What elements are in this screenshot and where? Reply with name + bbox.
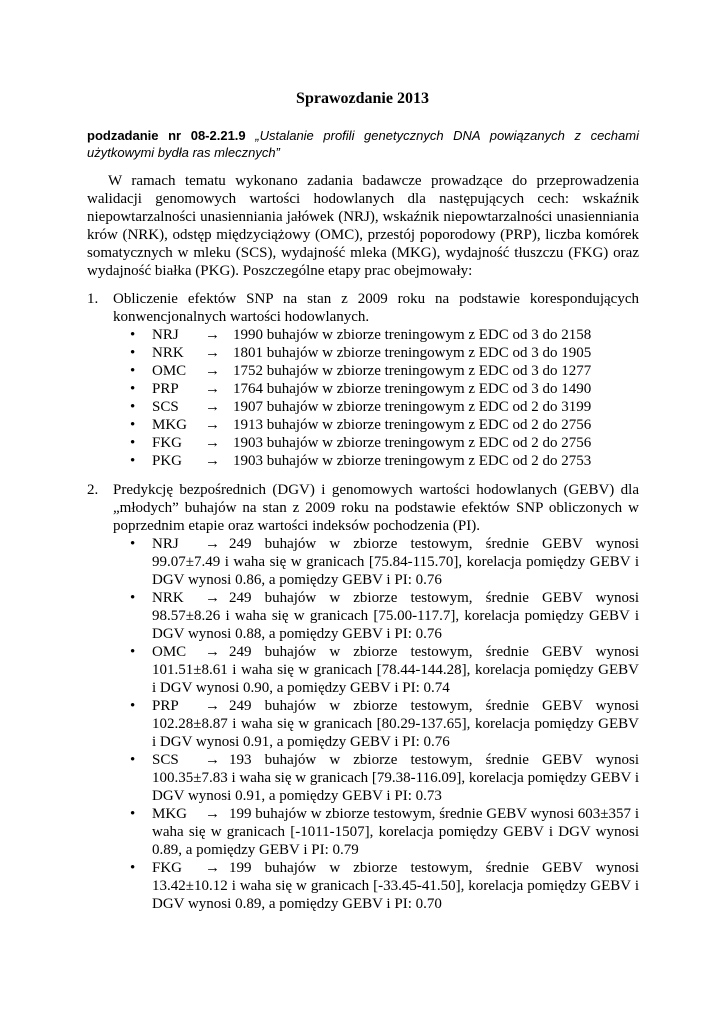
trait-code: NRK — [152, 345, 184, 361]
section-number: 2. — [87, 482, 99, 498]
trait-code: NRK — [152, 590, 184, 606]
trait-code: MKG — [152, 417, 188, 433]
bullet-icon: • — [130, 345, 136, 361]
arrow-right-icon: → — [205, 752, 220, 768]
section-1 — [87, 290, 639, 470]
trait-code: OMC — [152, 363, 187, 379]
item-text: 1801 buhajów w zbiorze treningowym z EDC od 3 do 1905 — [233, 345, 592, 361]
bullet-icon: • — [130, 806, 136, 822]
item-text: 1903 buhajów w zbiorze treningowym z EDC od 2 do 2753 — [233, 453, 592, 469]
item-text: 1752 buhajów w zbiorze treningowym z EDC od 3 do 1277 — [233, 363, 592, 379]
list-item — [87, 859, 639, 913]
item-text: 249 buhajów w zbiorze testowym, średnie GEBV wynosi 102.28±8.87 i waha się w granicach [80.29-137.65], korelacja pomiędzy GEBV i DGV wynosi 0.91, a pomiędzy GEBV i PI: 0.76 — [152, 698, 639, 750]
trait-code: NRJ — [152, 327, 179, 343]
list-item — [87, 398, 639, 416]
arrow-right-icon: → — [205, 860, 220, 876]
section-text: Predykcję bezpośrednich (DGV) i genomowych wartości hodowlanych (GEBV) dla „młodych” buhajów na stan z 2009 roku na podstawie efektów SNP obliczonych w poprzednim etapie oraz wartości indeksów pochodzenia (PI). — [113, 482, 639, 534]
bullet-icon: • — [130, 860, 136, 876]
trait-code: SCS — [152, 752, 179, 768]
trait-code: FKG — [152, 860, 183, 876]
arrow-right-icon: → — [205, 399, 220, 415]
bullet-icon: • — [130, 399, 136, 415]
arrow-right-icon: → — [205, 363, 220, 379]
bullet-icon: • — [130, 644, 136, 660]
item-text: 249 buhajów w zbiorze testowym, średnie GEBV wynosi 99.07±7.49 i waha się w granicach [75.84-115.70], korelacja pomiędzy GEBV i DGV wynosi 0.86, a pomiędzy GEBV i PI: 0.76 — [152, 536, 639, 588]
bullet-icon: • — [130, 590, 136, 606]
item-text: 199 buhajów w zbiorze testowym, średnie GEBV wynosi 603±357 i waha się w granicach [-1011-1507], korelacja pomiędzy GEBV i DGV wynosi 0.89, a pomiędzy GEBV i PI: 0.79 — [152, 806, 639, 858]
arrow-right-icon: → — [205, 381, 220, 397]
item-text: 1764 buhajów w zbiorze treningowym z EDC od 3 do 1490 — [233, 381, 592, 397]
list-item — [87, 380, 639, 398]
list-item — [87, 416, 639, 434]
bullet-icon: • — [130, 363, 136, 379]
list-item — [87, 362, 639, 380]
item-text: 1990 buhajów w zbiorze treningowym z EDC od 3 do 2158 — [233, 327, 592, 343]
trait-code: MKG — [152, 806, 188, 822]
bullet-icon: • — [130, 435, 136, 451]
trait-code: PRP — [152, 698, 179, 714]
item-text: 249 buhajów w zbiorze testowym, średnie GEBV wynosi 98.57±8.26 i waha się w granicach [75.00-117.7], korelacja pomiędzy GEBV i DGV wynosi 0.88, a pomiędzy GEBV i PI: 0.76 — [152, 590, 639, 642]
list-item — [87, 589, 639, 643]
arrow-right-icon: → — [205, 453, 220, 469]
trait-code: NRJ — [152, 536, 179, 552]
section-2-list — [87, 535, 639, 913]
list-item — [87, 344, 639, 362]
arrow-right-icon: → — [205, 327, 220, 343]
bullet-icon: • — [130, 698, 136, 714]
arrow-right-icon: → — [205, 435, 220, 451]
bullet-icon: • — [130, 381, 136, 397]
section-2 — [87, 481, 639, 913]
section-1-list — [87, 326, 639, 470]
arrow-right-icon: → — [205, 536, 220, 552]
arrow-right-icon: → — [205, 806, 220, 822]
item-text: 199 buhajów w zbiorze testowym, średnie GEBV wynosi 13.42±10.12 i waha się w granicach [-33.45-41.50], korelacja pomiędzy GEBV i DGV wynosi 0.89, a pomiędzy GEBV i PI: 0.70 — [152, 860, 639, 912]
item-text: 249 buhajów w zbiorze testowym, średnie GEBV wynosi 101.51±8.61 i waha się w granicach [78.44-144.28], korelacja pomiędzy GEBV i DGV wynosi 0.90, a pomiędzy GEBV i PI: 0.74 — [152, 644, 639, 696]
subtask-number: podzadanie nr 08-2.21.9 — [87, 128, 246, 143]
item-text: 1903 buhajów w zbiorze treningowym z EDC od 2 do 2756 — [233, 435, 592, 451]
list-item — [87, 326, 639, 344]
section-number: 1. — [87, 291, 99, 307]
document-title: Sprawozdanie 2013 — [296, 90, 429, 107]
list-item — [87, 805, 639, 859]
arrow-right-icon: → — [205, 417, 220, 433]
arrow-right-icon: → — [205, 698, 220, 714]
section-text: Obliczenie efektów SNP na stan z 2009 roku na podstawie korespondujących konwencjonalnych wartości hodowlanych. — [113, 291, 639, 325]
item-text: 1907 buhajów w zbiorze treningowym z EDC od 2 do 3199 — [233, 399, 592, 415]
bullet-icon: • — [130, 752, 136, 768]
list-item — [87, 643, 639, 697]
list-item — [87, 535, 639, 589]
intro-paragraph: W ramach tematu wykonano zadania badawcze prowadzące do przeprowadzenia walidacji genomowych wartości hodowlanych dla następujących cech: wskaźnik niepowtarzalności unasienniania jałówek (NRJ), wskaźnik niepowtarzalności unasienniania krów (NRK), odstęp międzyciążowy (OMC), przestój poporodowy (PRP), liczba komórek somatycznych w mleku (SCS), wydajność mleka (MKG), wydajność tłuszczu (FKG) oraz wydajność białka (PKG). Poszczególne etapy prac obejmowały: — [87, 173, 639, 279]
item-text: 1913 buhajów w zbiorze treningowym z EDC od 2 do 2756 — [233, 417, 592, 433]
trait-code: FKG — [152, 435, 183, 451]
trait-code: OMC — [152, 644, 187, 660]
arrow-right-icon: → — [205, 345, 220, 361]
list-item — [87, 434, 639, 452]
subtask-description: „Ustalanie profili genetycznych DNA powiązanych z cechami użytkowymi bydła ras mlecznych” — [87, 128, 639, 160]
trait-code: PKG — [152, 453, 183, 469]
arrow-right-icon: → — [205, 590, 220, 606]
item-text: 193 buhajów w zbiorze testowym, średnie GEBV wynosi 100.35±7.83 i waha się w granicach [79.38-116.09], korelacja pomiędzy GEBV i DGV wynosi 0.91, a pomiędzy GEBV i PI: 0.73 — [152, 752, 639, 804]
trait-code: SCS — [152, 399, 179, 415]
subtask-heading — [87, 127, 639, 161]
arrow-right-icon: → — [205, 644, 220, 660]
bullet-icon: • — [130, 536, 136, 552]
trait-code: PRP — [152, 381, 179, 397]
list-item — [87, 452, 639, 470]
bullet-icon: • — [130, 327, 136, 343]
list-item — [87, 751, 639, 805]
bullet-icon: • — [130, 453, 136, 469]
bullet-icon: • — [130, 417, 136, 433]
list-item — [87, 697, 639, 751]
